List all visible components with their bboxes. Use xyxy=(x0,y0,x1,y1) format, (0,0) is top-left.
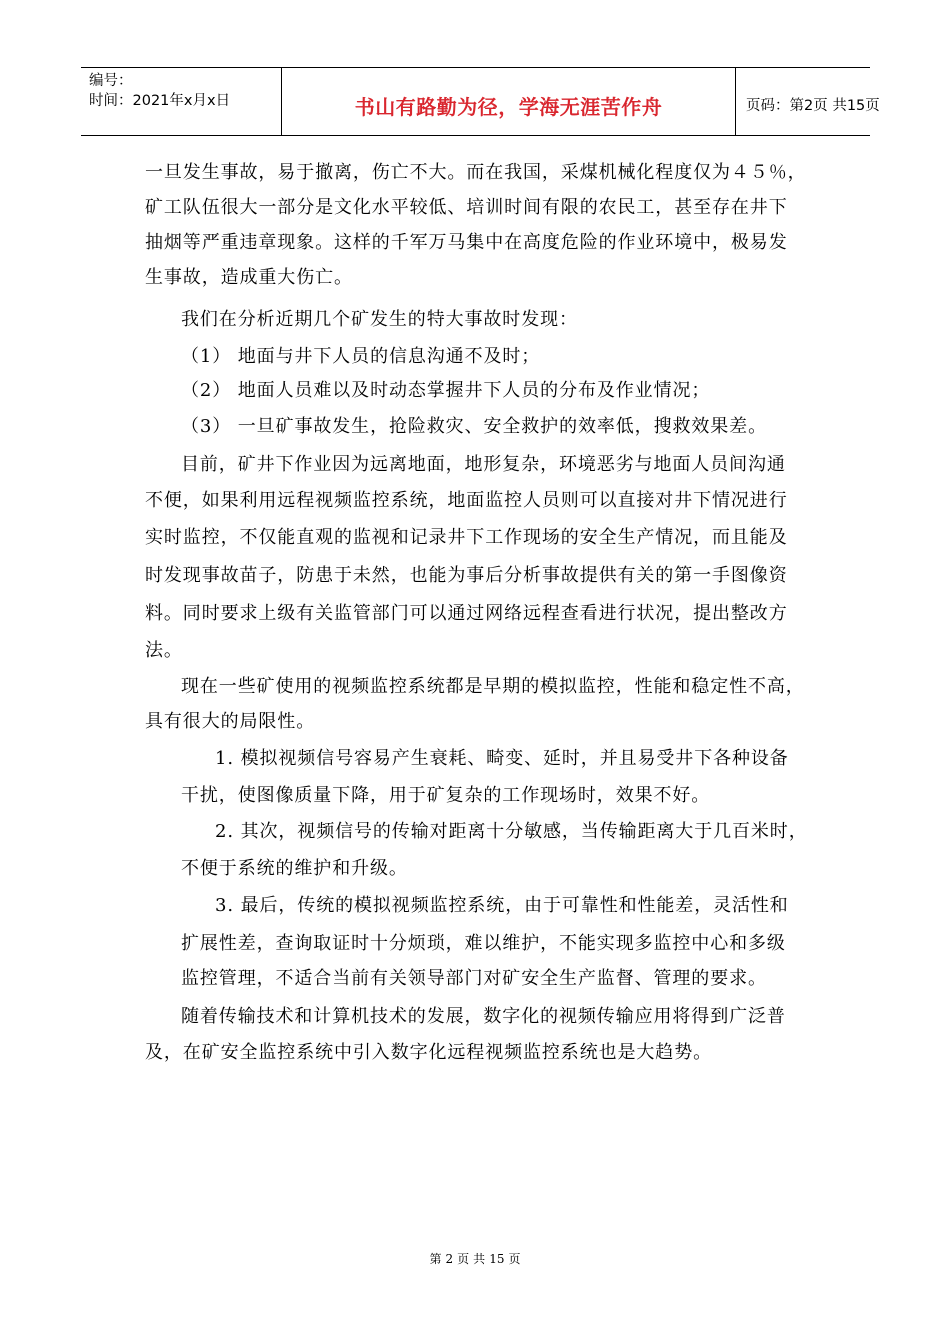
footer-word: 第 xyxy=(429,1252,442,1266)
list-item: 监控管理，不适合当前有关领导部门对矿安全生产监督、管理的要求。 xyxy=(181,968,767,989)
paragraph-line: 及，在矿安全监控系统中引入数字化远程视频监控系统也是大趋势。 xyxy=(145,1042,712,1063)
paragraph-line: 现在一些矿使用的视频监控系统都是早期的模拟监控，性能和稳定性不高， xyxy=(181,676,805,697)
list-item: （3） 一旦矿事故发生，抢险救灾、安全救护的效率低，搜救效果差。 xyxy=(181,416,767,437)
list-item: （1） 地面与井下人员的信息沟通不及时； xyxy=(181,346,541,367)
list-item: 3. 最后，传统的模拟视频监控系统，由于可靠性和性能差，灵活性和 xyxy=(215,895,789,916)
footer-word: 页 xyxy=(457,1252,470,1266)
list-item: 不便于系统的维护和升级。 xyxy=(181,858,408,879)
paragraph-line: 时发现事故苗子，防患于未然，也能为事后分析事故提供有关的第一手图像资 xyxy=(145,565,788,586)
paragraph-line: 矿工队伍很大一部分是文化水平较低、培训时间有限的农民工，甚至存在井下 xyxy=(145,197,788,218)
paragraph-line: 料。同时要求上级有关监管部门可以通过网络远程查看进行状况，提出整改方 xyxy=(145,603,788,624)
list-item: 干扰，使图像质量下降，用于矿复杂的工作现场时，效果不好。 xyxy=(181,785,711,806)
footer-current-page: 2 xyxy=(445,1252,454,1266)
list-item: （2） 地面人员难以及时动态掌握井下人员的分布及作业情况； xyxy=(181,380,711,401)
paragraph-line: 抽烟等严重违章现象。这样的千军万马集中在高度危险的作业环境中，极易发 xyxy=(145,232,788,253)
list-item: 扩展性差，查询取证时十分烦琐，难以维护，不能实现多监控中心和多级 xyxy=(181,933,786,954)
list-item: 1. 模拟视频信号容易产生衰耗、畸变、延时，并且易受井下各种设备 xyxy=(215,748,789,769)
footer-word: 共 xyxy=(473,1252,486,1266)
footer-total-pages: 15 xyxy=(489,1252,505,1266)
page-info: 页码：第2页 共15页 xyxy=(746,98,880,114)
paragraph-line: 具有很大的局限性。 xyxy=(145,711,316,732)
paragraph-line: 法。 xyxy=(145,640,183,661)
paragraph-line: 随着传输技术和计算机技术的发展，数字化的视频传输应用将得到广泛普 xyxy=(181,1006,786,1027)
paragraph-line: 目前，矿井下作业因为远离地面，地形复杂，环境恶劣与地面人员间沟通 xyxy=(181,454,786,475)
document-number: 编号： xyxy=(89,73,133,89)
paragraph-line: 生事故，造成重大伤亡。 xyxy=(145,267,353,288)
paragraph-line: 实时监控，不仅能直观的监视和记录井下工作现场的安全生产情况，而且能及 xyxy=(145,527,788,548)
paragraph-line: 不便，如果利用远程视频监控系统，地面监控人员则可以直接对井下情况进行 xyxy=(145,490,788,511)
page-footer xyxy=(0,1250,950,1267)
motto: 书山有路勤为径，学海无涯苦作舟 xyxy=(354,95,663,119)
footer-word: 页 xyxy=(508,1252,521,1266)
document-date: 时间：2021年x月x日 xyxy=(89,93,231,109)
list-item: 2. 其次，视频信号的传输对距离十分敏感，当传输距离大于几百米时， xyxy=(215,821,808,842)
paragraph-line: 我们在分析近期几个矿发生的特大事故时发现： xyxy=(181,309,578,330)
paragraph-line: 一旦发生事故，易于撤离，伤亡不大。而在我国，采煤机械化程度仅为４５％， xyxy=(145,162,807,183)
